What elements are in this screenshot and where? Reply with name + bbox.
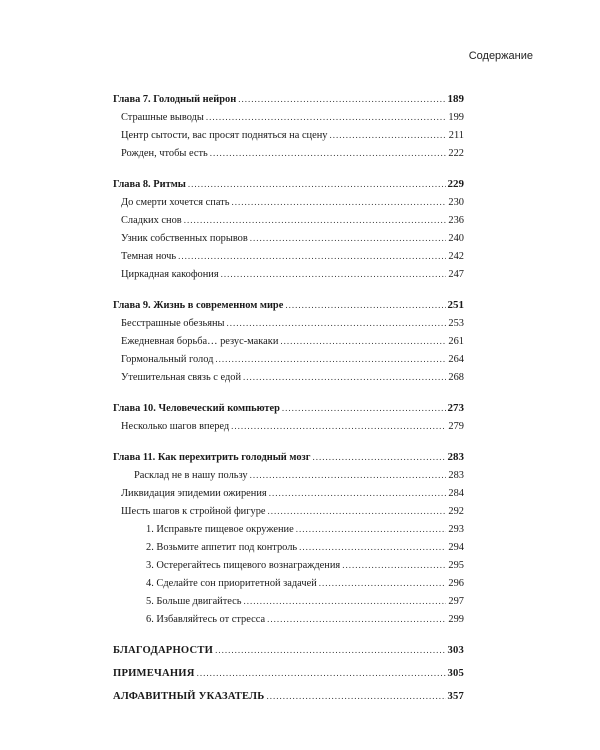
toc-back-matter <box>113 643 464 666</box>
toc-page-number: 299 <box>448 614 464 625</box>
dot-leader <box>299 540 446 554</box>
toc-page-number: 283 <box>447 451 464 463</box>
toc-step <box>113 522 464 540</box>
toc-entry <box>113 504 464 522</box>
toc-entry <box>113 231 464 249</box>
dot-leader <box>282 401 446 415</box>
toc-step <box>113 576 464 594</box>
toc-entry-title: Рожден, чтобы есть <box>121 148 208 159</box>
toc-entry <box>113 419 464 437</box>
dot-leader <box>330 128 447 142</box>
toc-step <box>113 612 464 630</box>
toc-entry <box>113 486 464 504</box>
toc-page-number: 261 <box>448 336 464 347</box>
dot-leader <box>244 594 447 608</box>
toc-chapter-7 <box>113 92 464 110</box>
dot-leader <box>227 316 447 330</box>
toc-entry <box>113 468 464 486</box>
dot-leader <box>312 450 445 464</box>
toc-entry-title: Утешительная связь с едой <box>121 372 242 383</box>
toc-entry-title: Шесть шагов к стройной фигуре <box>121 506 266 517</box>
toc-entry-title: Темная ночь <box>121 251 177 262</box>
dot-leader <box>215 352 446 366</box>
toc-entry <box>113 213 464 231</box>
toc-chapter-11 <box>113 450 464 468</box>
toc-entry <box>113 334 464 352</box>
toc-entry-title: 3. Остерегайтесь пищевого вознаграждения <box>146 560 341 571</box>
dot-leader <box>269 486 447 500</box>
toc-back-title: БЛАГОДАРНОСТИ <box>113 645 214 656</box>
dot-leader <box>319 576 447 590</box>
toc-back-matter <box>113 666 464 689</box>
toc-page-number: 236 <box>448 215 464 226</box>
toc-page-number: 264 <box>448 354 464 365</box>
toc-entry-title: Гормональный голод <box>121 354 214 365</box>
toc-entry <box>113 316 464 334</box>
toc-entry-title: Ежедневная борьба… резус-макаки <box>121 336 279 347</box>
toc-page-number: 297 <box>448 596 464 607</box>
toc-page-number: 199 <box>448 112 464 123</box>
toc-entry-title: 6. Избавляйтесь от стресса <box>146 614 266 625</box>
dot-leader <box>221 267 447 281</box>
toc-page-number: 283 <box>448 470 464 481</box>
dot-leader <box>280 334 446 348</box>
toc-entry-title: Узник собственных порывов <box>121 233 248 244</box>
toc-chapter-title: Глава 10. Человеческий компьютер <box>113 403 280 414</box>
toc-page-number: 253 <box>448 318 464 329</box>
toc-page-number: 357 <box>447 691 464 702</box>
toc-back-title: АЛФАВИТНЫЙ УКАЗАТЕЛЬ <box>113 691 265 702</box>
dot-leader <box>184 213 447 227</box>
dot-leader <box>231 419 446 433</box>
dot-leader <box>250 231 447 245</box>
toc-page-number: 279 <box>448 421 464 432</box>
toc-step <box>113 540 464 558</box>
toc-page-number: 189 <box>447 93 464 105</box>
toc-entry-title: 2. Возьмите аппетит под контроль <box>146 542 298 553</box>
toc-entry-title: До смерти хочется спать <box>121 197 230 208</box>
toc-entry-title: 4. Сделайте сон приоритетной задачей <box>146 578 317 589</box>
toc-page-number: 240 <box>448 233 464 244</box>
toc-entry <box>113 195 464 213</box>
dot-leader <box>296 522 447 536</box>
toc-entry-title: 5. Больше двигайтесь <box>146 596 242 607</box>
dot-leader <box>178 249 446 263</box>
toc-entry-title: Ликвидация эпидемии ожирения <box>121 488 267 499</box>
dot-leader <box>266 689 445 703</box>
toc-chapter-9 <box>113 298 464 316</box>
toc-page-number: 268 <box>448 372 464 383</box>
toc-page-number: 293 <box>448 524 464 535</box>
toc-page-number: 251 <box>447 299 464 311</box>
toc-entry-title: Бесстрашные обезьяны <box>121 318 225 329</box>
toc-entry <box>113 128 464 146</box>
toc-entry-title: Страшные выводы <box>121 112 204 123</box>
toc-chapter-title: Глава 8. Ритмы <box>113 179 186 190</box>
table-of-contents <box>113 92 464 712</box>
toc-back-matter <box>113 689 464 712</box>
toc-page-number: 305 <box>447 668 464 679</box>
toc-page-number: 211 <box>448 130 464 141</box>
dot-leader <box>210 146 447 160</box>
dot-leader <box>268 504 447 518</box>
toc-entry-title: Расклад не в нашу пользу <box>134 470 248 481</box>
toc-entry <box>113 370 464 388</box>
toc-entry <box>113 146 464 164</box>
dot-leader <box>188 177 446 191</box>
toc-entry <box>113 267 464 285</box>
toc-page-number: 294 <box>448 542 464 553</box>
dot-leader <box>267 612 446 626</box>
toc-chapter-title: Глава 7. Голодный нейрон <box>113 94 237 105</box>
toc-step <box>113 558 464 576</box>
toc-page-number: 303 <box>447 645 464 656</box>
toc-page-number: 222 <box>448 148 464 159</box>
dot-leader <box>215 643 445 657</box>
toc-page-number: 242 <box>448 251 464 262</box>
toc-page-number: 296 <box>448 578 464 589</box>
toc-page-number: 284 <box>448 488 464 499</box>
toc-entry <box>113 352 464 370</box>
toc-chapter-title: Глава 9. Жизнь в современном мире <box>113 300 284 311</box>
dot-leader <box>238 92 445 106</box>
dot-leader <box>285 298 445 312</box>
toc-back-title: ПРИМЕЧАНИЯ <box>113 668 195 679</box>
dot-leader <box>231 195 446 209</box>
dot-leader <box>197 666 446 680</box>
toc-entry-title: Циркадная какофония <box>121 269 219 280</box>
toc-page-number: 292 <box>448 506 464 517</box>
toc-page-number: 229 <box>447 178 464 190</box>
toc-chapter-8 <box>113 177 464 195</box>
toc-step <box>113 594 464 612</box>
toc-entry <box>113 249 464 267</box>
dot-leader <box>342 558 446 572</box>
toc-entry-title: 1. Исправьте пищевое окружение <box>146 524 294 535</box>
running-head: Содержание <box>468 50 533 62</box>
toc-chapter-10 <box>113 401 464 419</box>
toc-page-number: 247 <box>448 269 464 280</box>
dot-leader <box>206 110 446 124</box>
toc-entry-title: Центр сытости, вас просят подняться на сцену <box>121 130 328 141</box>
dot-leader <box>243 370 446 384</box>
dot-leader <box>250 468 447 482</box>
toc-page-number: 295 <box>448 560 464 571</box>
toc-chapter-title: Глава 11. Как перехитрить голодный мозг <box>113 452 311 463</box>
toc-entry-title: Сладких снов <box>121 215 182 226</box>
toc-entry <box>113 110 464 128</box>
toc-page-number: 273 <box>447 402 464 414</box>
toc-entry-title: Несколько шагов вперед <box>121 421 230 432</box>
toc-page-number: 230 <box>448 197 464 208</box>
